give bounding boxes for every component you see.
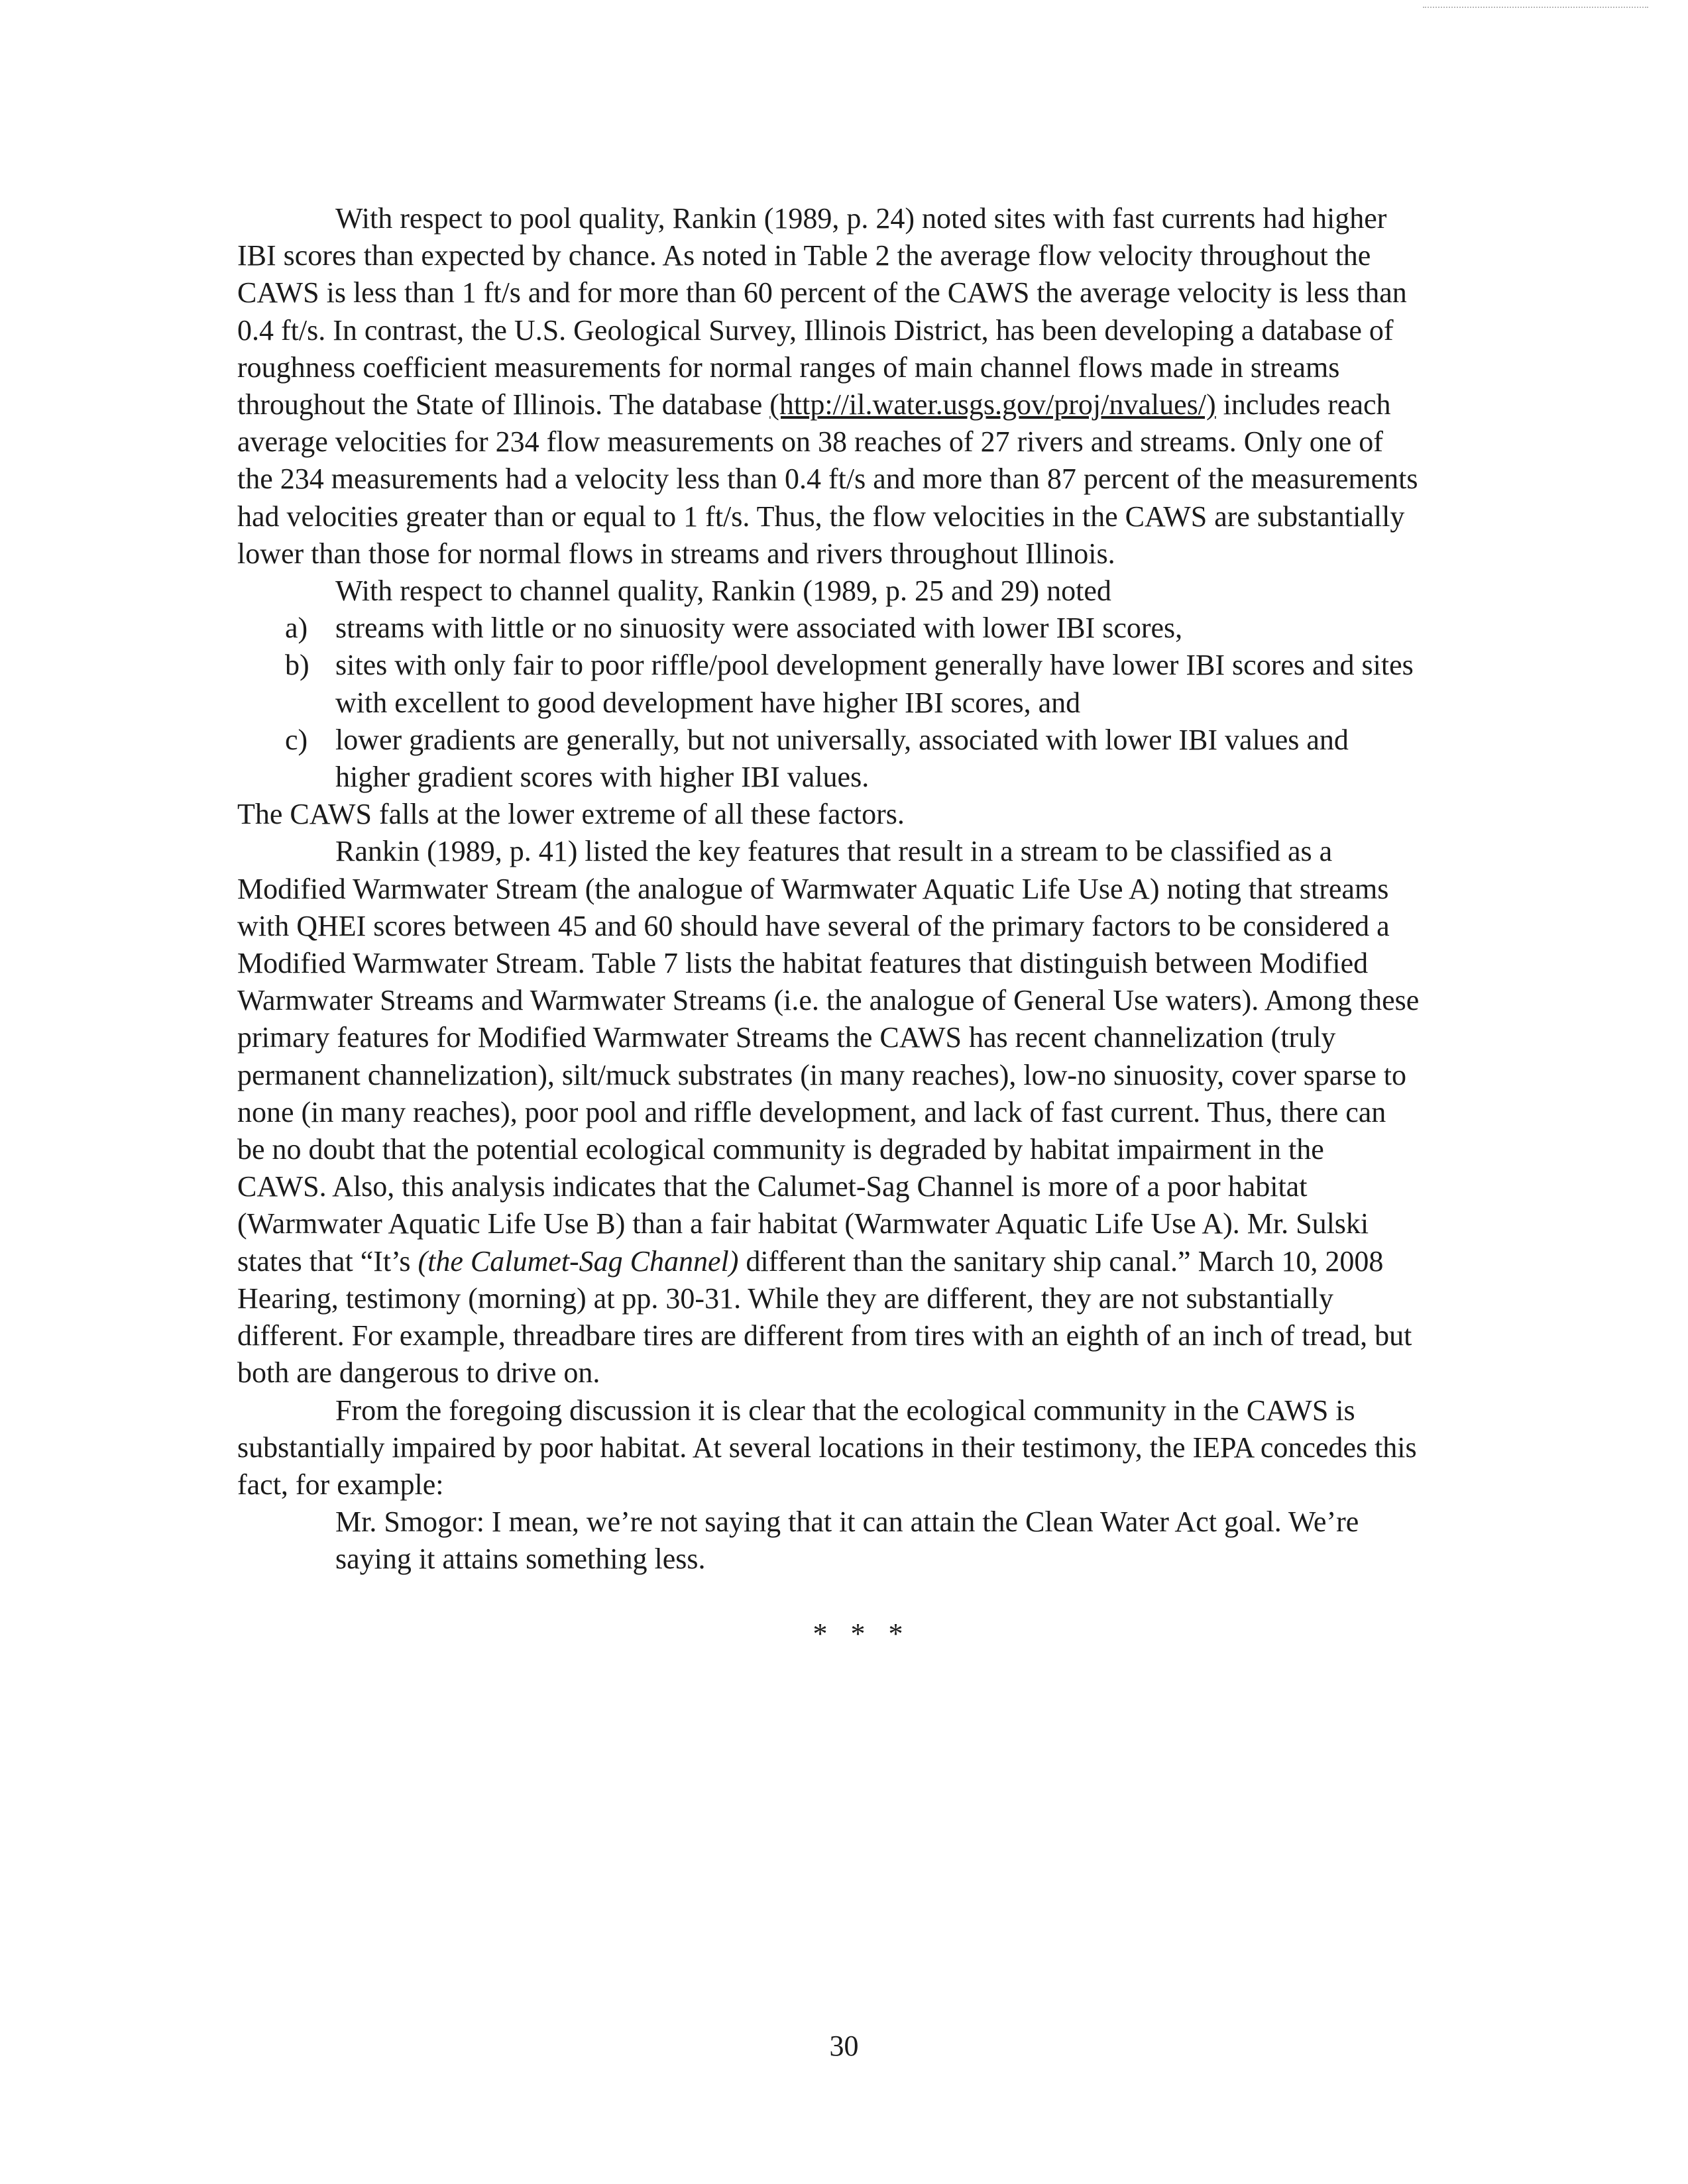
testimony-quote: Mr. Smogor: I mean, we’re not saying that it can attain the Clean Water Act goal. We’re saying it attains something less. bbox=[335, 1505, 1359, 1576]
list-item-text: lower gradients are generally, but not universally, associated with lower IBI values and higher gradient scores with higher IBI values. bbox=[335, 723, 1349, 794]
scan-artifact bbox=[1423, 7, 1648, 11]
paragraph-text: different than the sanitary ship canal.” March 10, 2008 Hearing, testimony (morning) at pp. 30-31. While they are different, they are not substantially different. For example, threadbare tires are different from tires with an eighth of an inch of tread, but both are dangerous to drive on. bbox=[237, 1244, 1412, 1390]
list-item bbox=[237, 610, 1420, 647]
list-marker: a) bbox=[285, 612, 308, 645]
section-separator: * * * bbox=[813, 1617, 911, 1650]
list-marker: c) bbox=[285, 723, 308, 756]
page-number bbox=[0, 2028, 1688, 2065]
italic-channel-name: (the Calumet-Sag Channel) bbox=[418, 1244, 739, 1278]
channel-quality-list bbox=[237, 610, 1420, 796]
list-item-text: sites with only fair to poor riffle/pool development generally have lower IBI scores and sites with excellent to good development have higher IBI scores, and bbox=[335, 649, 1414, 719]
list-marker: b) bbox=[285, 649, 309, 682]
list-item bbox=[237, 722, 1420, 796]
paragraph-text: includes reach average velocities for 234 flow measurements on 38 reaches of 27 rivers and streams. Only one of the 234 measurements had a velocity less than 0.4 ft/s and more than 87 percent of the measurements had velocities greater than or equal to 1 ft/s. Thus, the flow velocities in the CAWS are substantially lower than those for normal flows in streams and rivers throughout Illinois. bbox=[237, 388, 1418, 570]
database-link[interactable]: (http://il.water.usgs.gov/proj/nvalues/) bbox=[769, 388, 1216, 421]
page-body bbox=[237, 200, 1420, 1653]
paragraph-text: With respect to pool quality, Rankin (1989, p. 24) noted sites with fast currents had higher IBI scores than expected by chance. As noted in Table 2 the average flow velocity throughout the CAWS is less than 1 ft/s and for more than 60 percent of the CAWS the average velocity is less than 0.4 ft/s. In contrast, the U.S. Geological Survey, Illinois District, has been developing a database of roughness coefficient measurements for normal ranges of main channel flows made in streams throughout the State of Illinois. The database bbox=[237, 202, 1407, 421]
paragraph-text: Rankin (1989, p. 41) listed the key features that result in a stream to be classified as a Modified Warmwater Stream (the analogue of Warmwater Aquatic Life Use A) noting that streams with QHEI scores between 45 and 60 should have several of the primary factors to be considered a Modified Warmwater Stream. Table 7 lists the habitat features that distinguish between Modified Warmwater Streams and Warmwater Streams (i.e. the analogue of General Use waters). Among these primary features for Modified Warmwater Streams the CAWS has recent channelization (truly permanent channelization), silt/muck substrates (in many reaches), low-no sinuosity, cover sparse to none (in many reaches), poor pool and riffle development, and lack of fast current. Thus, there can be no doubt that the potential ecological community is degraded by habitat impairment in the CAWS. Also, this analysis indicates that the Calumet-Sag Channel is more of a poor habitat (Warmwater Aquatic Life Use B) than a fair habitat (Warmwater Aquatic Life Use A). Mr. Sulski states that “It’s bbox=[237, 835, 1420, 1278]
list-item bbox=[237, 647, 1420, 721]
paragraph-conclusion: From the foregoing discussion it is clear that the ecological community in the CAWS is substantially impaired by poor habitat. At several locations in their testimony, the IEPA concedes this fact, for example: bbox=[237, 1393, 1417, 1501]
list-item-text: streams with little or no sinuosity were associated with lower IBI scores, bbox=[335, 612, 1183, 645]
paragraph-pool-quality bbox=[237, 200, 1420, 573]
paragraph-modified-warmwater bbox=[237, 833, 1420, 1392]
paragraph-channel-quality-closing: The CAWS falls at the lower extreme of all these factors. bbox=[237, 798, 905, 831]
paragraph-channel-quality-intro: With respect to channel quality, Rankin (1989, p. 25 and 29) noted bbox=[335, 574, 1111, 608]
page-number-text: 30 bbox=[829, 2030, 859, 2062]
